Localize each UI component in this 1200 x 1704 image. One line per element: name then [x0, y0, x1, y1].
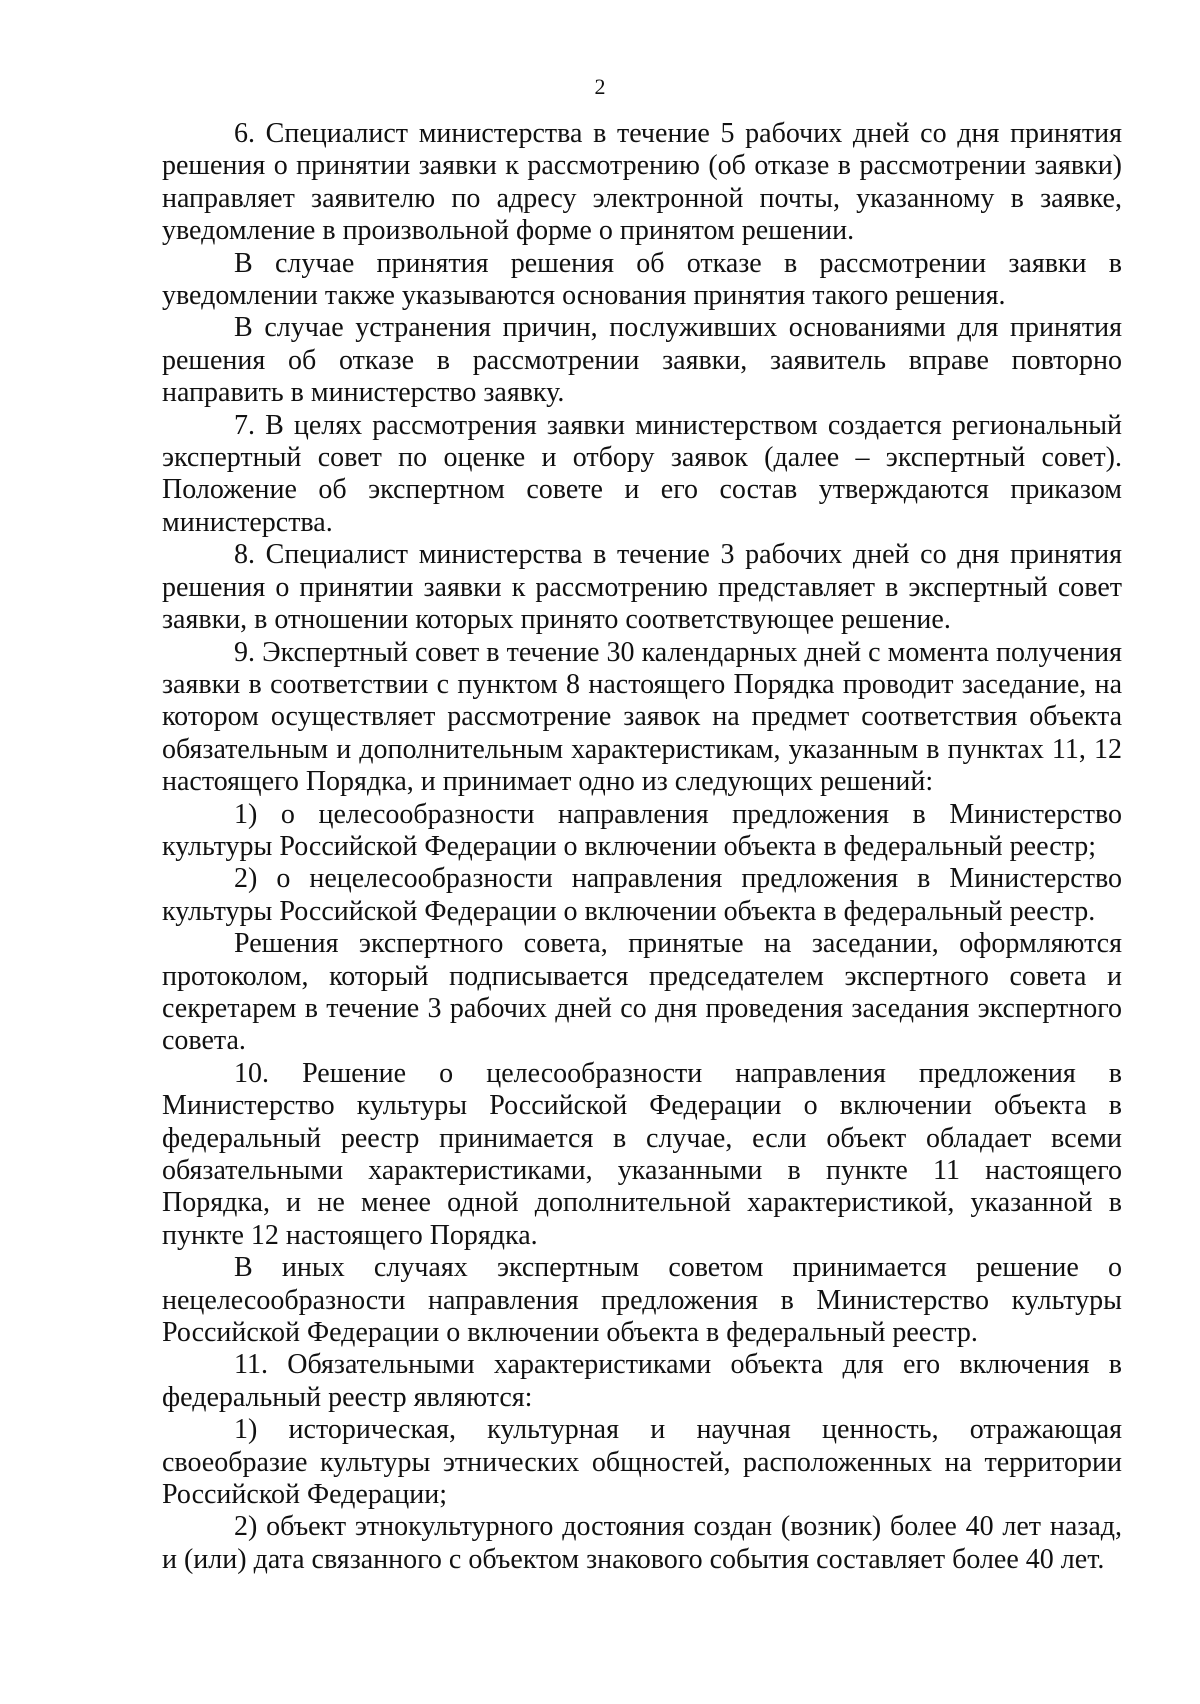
paragraph-protocol: Решения экспертного совета, принятые на заседании, оформляются протоколом, который подписывается председателем экспертного совета и секретарем в течение 3 рабочих дней со дня проведения заседания экспертного совета. — [162, 928, 1122, 1057]
paragraph-9: 9. Экспертный совет в течение 30 календарных дней с момента получения заявки в соответствии с пунктом 8 настоящего Порядка проводит заседание, на котором осуществляет рассмотрение заявок на предмет соответствия объекта обязательным и дополнительным характеристикам, указанным в пунктах 11, 12 настоящего Порядка, и принимает одно из следующих решений: — [162, 636, 1122, 798]
paragraph-8: 8. Специалист министерства в течение 3 рабочих дней со дня принятия решения о принятии заявки к рассмотрению представляет в экспертный совет заявки, в отношении которых принято соответствующее решение. — [162, 539, 1122, 636]
paragraph-6: 6. Специалист министерства в течение 5 рабочих дней со дня принятия решения о принятии заявки к рассмотрению (об отказе в рассмотрении заявки) направляет заявителю по адресу электронной почты, указанному в заявке, уведомление в произвольной форме о принятом решении. — [162, 118, 1122, 247]
paragraph-9-item-2: 2) о нецелесообразности направления предложения в Министерство культуры Российской Федерации о включении объекта в федеральный реестр. — [162, 863, 1122, 927]
paragraph-resubmission: В случае устранения причин, послуживших основаниями для принятия решения об отказе в рассмотрении заявки, заявитель вправе повторно направить в министерство заявку. — [162, 312, 1122, 409]
document-body — [162, 118, 1122, 1576]
paragraph-10: 10. Решение о целесообразности направления предложения в Министерство культуры Российской Федерации о включении объекта в федеральный реестр принимается в случае, если объект обладает всеми обязательными характеристиками, указанными в пункте 11 настоящего Порядка, и не менее одной дополнительной характеристикой, указанной в пункте 12 настоящего Порядка. — [162, 1057, 1122, 1251]
paragraph-9-item-1: 1) о целесообразности направления предложения в Министерство культуры Российской Федерации о включении объекта в федеральный реестр; — [162, 798, 1122, 862]
paragraph-refusal-reasons: В случае принятия решения об отказе в рассмотрении заявки в уведомлении также указываются основания принятия такого решения. — [162, 247, 1122, 312]
paragraph-other-cases: В иных случаях экспертным советом принимается решение о нецелесообразности направления предложения в Министерство культуры Российской Федерации о включении объекта в федеральный реестр. — [162, 1252, 1122, 1349]
paragraph-11-item-1: 1) историческая, культурная и научная ценность, отражающая своеобразие культуры этнических общностей, расположенных на территории Российской Федерации; — [162, 1414, 1122, 1511]
paragraph-11-item-2: 2) объект этнокультурного достояния создан (возник) более 40 лет назад, и (или) дата связанного с объектом знакового события составляет более 40 лет. — [162, 1511, 1122, 1575]
paragraph-11: 11. Обязательными характеристиками объекта для его включения в федеральный реестр являются: — [162, 1349, 1122, 1413]
paragraph-7: 7. В целях рассмотрения заявки министерством создается региональный экспертный совет по оценке и отбору заявок (далее – экспертный совет). Положение об экспертном совете и его состав утверждаются приказом министерства. — [162, 409, 1122, 538]
page-number: 2 — [594, 74, 606, 99]
